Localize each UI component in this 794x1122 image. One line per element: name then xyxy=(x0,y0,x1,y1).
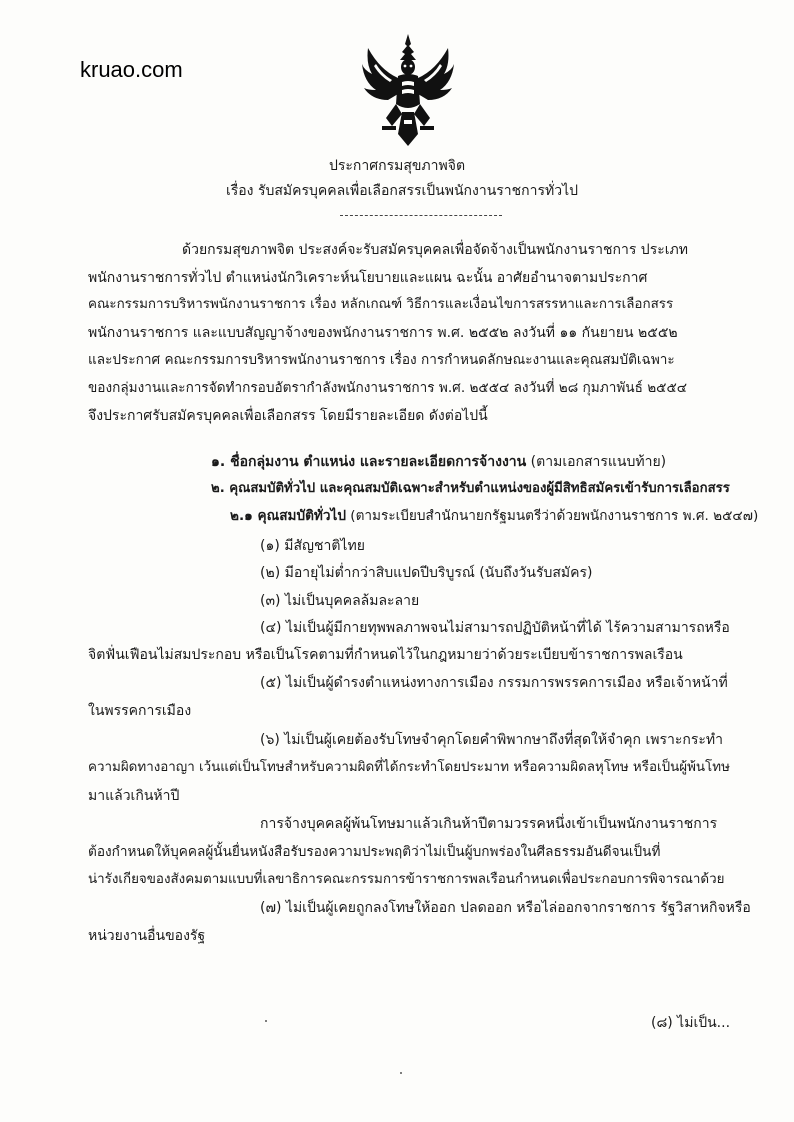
scan-speck xyxy=(265,1020,267,1022)
paragraph-line-1: การจ้างบุคคลผู้พ้นโทษมาแล้วเกินห้าปีตามวรรคหนึ่งเข้าเป็นพนักงานราชการ xyxy=(260,816,718,832)
qualification-item-6-line-2: ความผิดทางอาญา เว้นแต่เป็นโทษสำหรับความผิดที่ได้กระทำโดยประมาท หรือความผิดลหุโทษ หรือเป็นผู้พ้นโทษ xyxy=(88,760,730,775)
qualification-item-7-line-2: หน่วยงานอื่นของรัฐ xyxy=(88,928,206,944)
paragraph-line-3: น่ารังเกียจของสังคมตามแบบที่เลขาธิการคณะกรรมการข้าราชการพลเรือนกำหนดเพื่อประกอบการพิจารณาด้วย xyxy=(88,872,725,887)
qualification-item-4-line-2: จิตฟั่นเฟือนไม่สมประกอบ หรือเป็นโรคตามที่กำหนดไว้ในกฎหมายว่าด้วยระเบียบข้าราชการพลเรือน xyxy=(88,647,683,663)
intro-line-2: พนักงานราชการทั่วไป ตำแหน่งนักวิเคราะห์นโยบายและแผน ฉะนั้น อาศัยอำนาจตามประกาศ xyxy=(88,270,648,286)
section-1-title: ๑. ชื่อกลุ่มงาน ตำแหน่ง และรายละเอียดการจ้างงาน xyxy=(211,454,527,470)
garuda-emblem-icon xyxy=(362,34,454,146)
paragraph-line-2: ต้องกำหนดให้บุคคลผู้นั้นยื่นหนังสือรับรองความประพฤติว่าไม่เป็นผู้บกพร่องในศีลธรรมอันดีจนเป็นที่ xyxy=(88,844,661,860)
qualification-item-3: (๓) ไม่เป็นบุคคลล้มละลาย xyxy=(260,593,420,609)
header-divider xyxy=(340,215,502,216)
section-2-heading: ๒. คุณสมบัติทั่วไป และคุณสมบัติเฉพาะสำหรับตำแหน่งของผู้มีสิทธิสมัครเข้ารับการเลือกสรร xyxy=(211,481,730,496)
section-2-1-note: (ตามระเบียบสำนักนายกรัฐมนตรีว่าด้วยพนักงานราชการ พ.ศ. ๒๕๔๗) xyxy=(345,508,759,524)
qualification-item-5-line-1: (๕) ไม่เป็นผู้ดำรงตำแหน่งทางการเมือง กรรมการพรรคการเมือง หรือเจ้าหน้าที่ xyxy=(260,675,728,691)
intro-line-4: พนักงานราชการ และแบบสัญญาจ้างของพนักงานราชการ พ.ศ. ๒๕๕๒ ลงวันที่ ๑๑ กันยายน ๒๕๕๒ xyxy=(88,325,678,341)
section-1-note: (ตามเอกสารแนบท้าย) xyxy=(526,454,667,470)
intro-line-6: ของกลุ่มงานและการจัดทำกรอบอัตรากำลังพนักงานราชการ พ.ศ. ๒๕๕๔ ลงวันที่ ๒๘ กุมภาพันธ์ ๒๕๕๔ xyxy=(88,380,688,396)
intro-line-7: จึงประกาศรับสมัครบุคคลเพื่อเลือกสรร โดยมีรายละเอียด ดังต่อไปนี้ xyxy=(88,408,488,424)
section-2-1-title: ๒.๑ คุณสมบัติทั่วไป xyxy=(230,508,346,524)
scan-speck xyxy=(400,1072,402,1074)
section-1-heading xyxy=(211,452,666,472)
qualification-item-2: (๒) มีอายุไม่ต่ำกว่าสิบแปดปีบริบูรณ์ (นับถึงวันรับสมัคร) xyxy=(260,565,593,581)
qualification-item-6-line-3: มาแล้วเกินห้าปี xyxy=(88,788,180,804)
qualification-item-6-line-1: (๖) ไม่เป็นผู้เคยต้องรับโทษจำคุกโดยคำพิพากษาถึงที่สุดให้จำคุก เพราะกระทำ xyxy=(260,732,723,748)
intro-line-3: คณะกรรมการบริหารพนักงานราชการ เรื่อง หลักเกณฑ์ วิธีการและเงื่อนไขการสรรหาและการเลือกสรร xyxy=(88,297,674,312)
announcement-org: ประกาศกรมสุขภาพจิต xyxy=(328,158,466,174)
continuation-note: (๘) ไม่เป็น... xyxy=(651,1015,731,1031)
section-2-1-heading xyxy=(230,506,758,526)
qualification-item-4-line-1: (๔) ไม่เป็นผู้มีกายทุพพลภาพจนไม่สามารถปฏิบัติหน้าที่ได้ ไร้ความสามารถหรือ xyxy=(260,620,730,636)
qualification-item-1: (๑) มีสัญชาติไทย xyxy=(260,538,365,554)
watermark: kruao.com xyxy=(80,57,183,82)
qualification-item-7-line-1: (๗) ไม่เป็นผู้เคยถูกลงโทษให้ออก ปลดออก หรือไล่ออกจากราชการ รัฐวิสาหกิจหรือ xyxy=(260,900,751,916)
qualification-item-5-line-2: ในพรรคการเมือง xyxy=(88,703,192,719)
intro-line-1: ด้วยกรมสุขภาพจิต ประสงค์จะรับสมัครบุคคลเพื่อจัดจ้างเป็นพนักงานราชการ ประเภท xyxy=(182,242,688,258)
intro-line-5: และประกาศ คณะกรรมการบริหารพนักงานราชการ เรื่อง การกำหนดลักษณะงานและคุณสมบัติเฉพาะ xyxy=(88,352,675,368)
announcement-subject: เรื่อง รับสมัครบุคคลเพื่อเลือกสรรเป็นพนักงานราชการทั่วไป xyxy=(225,183,579,199)
